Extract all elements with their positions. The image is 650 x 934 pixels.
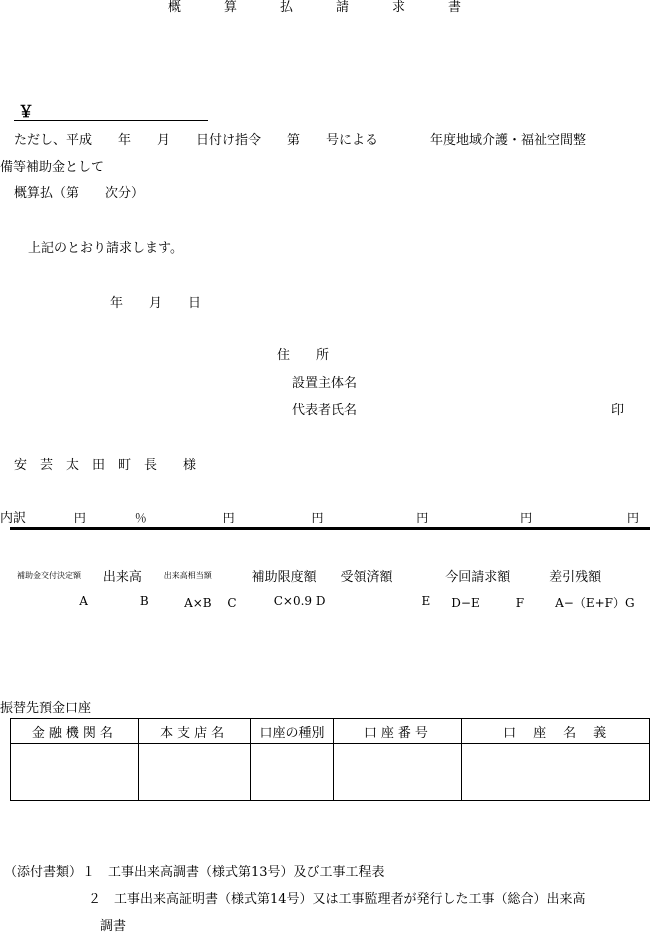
value-cell[interactable] bbox=[245, 511, 334, 530]
unit-label: 円 bbox=[626, 511, 639, 525]
value-cell[interactable] bbox=[157, 511, 245, 530]
bank-value-cell[interactable] bbox=[11, 744, 139, 801]
bank-account-label: 振替先預金口座 bbox=[0, 701, 92, 716]
unit-label: 円 bbox=[222, 511, 235, 525]
date-line: 年 月 日 bbox=[110, 296, 202, 311]
bank-header-cell: 口座番号 bbox=[334, 719, 462, 744]
attachment-item-1: （添付書類）１ 工事出来高調書（様式第13号）及び工事工程表 bbox=[4, 865, 385, 880]
column-label: 差引残額 bbox=[549, 570, 602, 585]
column-code: A−（E+F）G bbox=[555, 596, 635, 610]
column-label: 出来高相当額 bbox=[163, 571, 212, 580]
value-cell[interactable] bbox=[334, 511, 439, 530]
purpose-line-2: 備等補助金として bbox=[0, 160, 105, 175]
title-char: 払 bbox=[280, 0, 294, 15]
bank-header-cell: 金融機関名 bbox=[11, 719, 139, 744]
page-title bbox=[168, 1, 504, 14]
unit-label: 円 bbox=[520, 511, 533, 525]
bank-header-cell: 口座の種別 bbox=[250, 719, 334, 744]
bank-value-cell[interactable] bbox=[138, 744, 250, 801]
purpose-line-1: ただし、平成 年 月 日付け指令 第 号による 年度地域介護・福祉空間整 bbox=[14, 133, 587, 148]
seal-mark: 印 bbox=[611, 403, 625, 418]
unit-label: ％ bbox=[134, 511, 147, 525]
amount-yen-symbol: ￥ bbox=[18, 102, 35, 121]
title-char: 算 bbox=[224, 0, 238, 15]
column-label: 補助金交付決定額 bbox=[17, 571, 81, 580]
representative-label: 代表者氏名 bbox=[292, 403, 358, 418]
installment-line: 概算払（第 次分） bbox=[14, 186, 145, 201]
setter-name-label: 設置主体名 bbox=[292, 376, 358, 391]
value-cell[interactable] bbox=[96, 511, 157, 530]
value-cell[interactable] bbox=[439, 511, 543, 530]
unit-label: 円 bbox=[73, 511, 86, 525]
breakdown-label: 内訳 bbox=[0, 511, 27, 526]
attachment-item-2: ２ 工事出来高証明書（様式第14号）又は工事監理者が発行した工事（総合）出来高 bbox=[88, 892, 586, 907]
unit-label: 円 bbox=[311, 511, 324, 525]
value-cell[interactable] bbox=[543, 511, 650, 530]
column-code: D−E F bbox=[451, 596, 525, 610]
bank-header-cell: 本支店名 bbox=[138, 719, 250, 744]
bank-value-cell[interactable] bbox=[250, 744, 334, 801]
title-char: 求 bbox=[392, 0, 406, 15]
column-label: 補助限度額 bbox=[251, 570, 317, 585]
column-code: B bbox=[139, 594, 149, 608]
bank-value-cell[interactable] bbox=[462, 744, 650, 801]
amount-underline bbox=[14, 120, 208, 121]
title-char: 概 bbox=[168, 0, 182, 15]
column-label: 出来高 bbox=[102, 570, 142, 585]
title-char: 請 bbox=[336, 0, 350, 15]
title-char: 書 bbox=[448, 0, 462, 15]
request-statement: 上記のとおり請求します。 bbox=[28, 241, 183, 256]
column-code: C×0.9 D bbox=[273, 594, 326, 608]
bank-account-table bbox=[10, 718, 650, 801]
attachment-item-2-continued: 調書 bbox=[100, 919, 127, 934]
column-label: 今回請求額 bbox=[445, 570, 511, 585]
address-label: 住 所 bbox=[277, 348, 330, 363]
column-code: A bbox=[79, 594, 88, 608]
column-code: A×B C bbox=[184, 596, 237, 610]
column-code: E bbox=[421, 594, 431, 608]
addressee: 安 芸 太 田 町 長 様 bbox=[14, 458, 197, 473]
unit-label: 円 bbox=[416, 511, 429, 525]
bank-header-cell: 口 座 名 義 bbox=[462, 719, 650, 744]
bank-value-cell[interactable] bbox=[334, 744, 462, 801]
column-label: 受領済額 bbox=[340, 570, 393, 585]
